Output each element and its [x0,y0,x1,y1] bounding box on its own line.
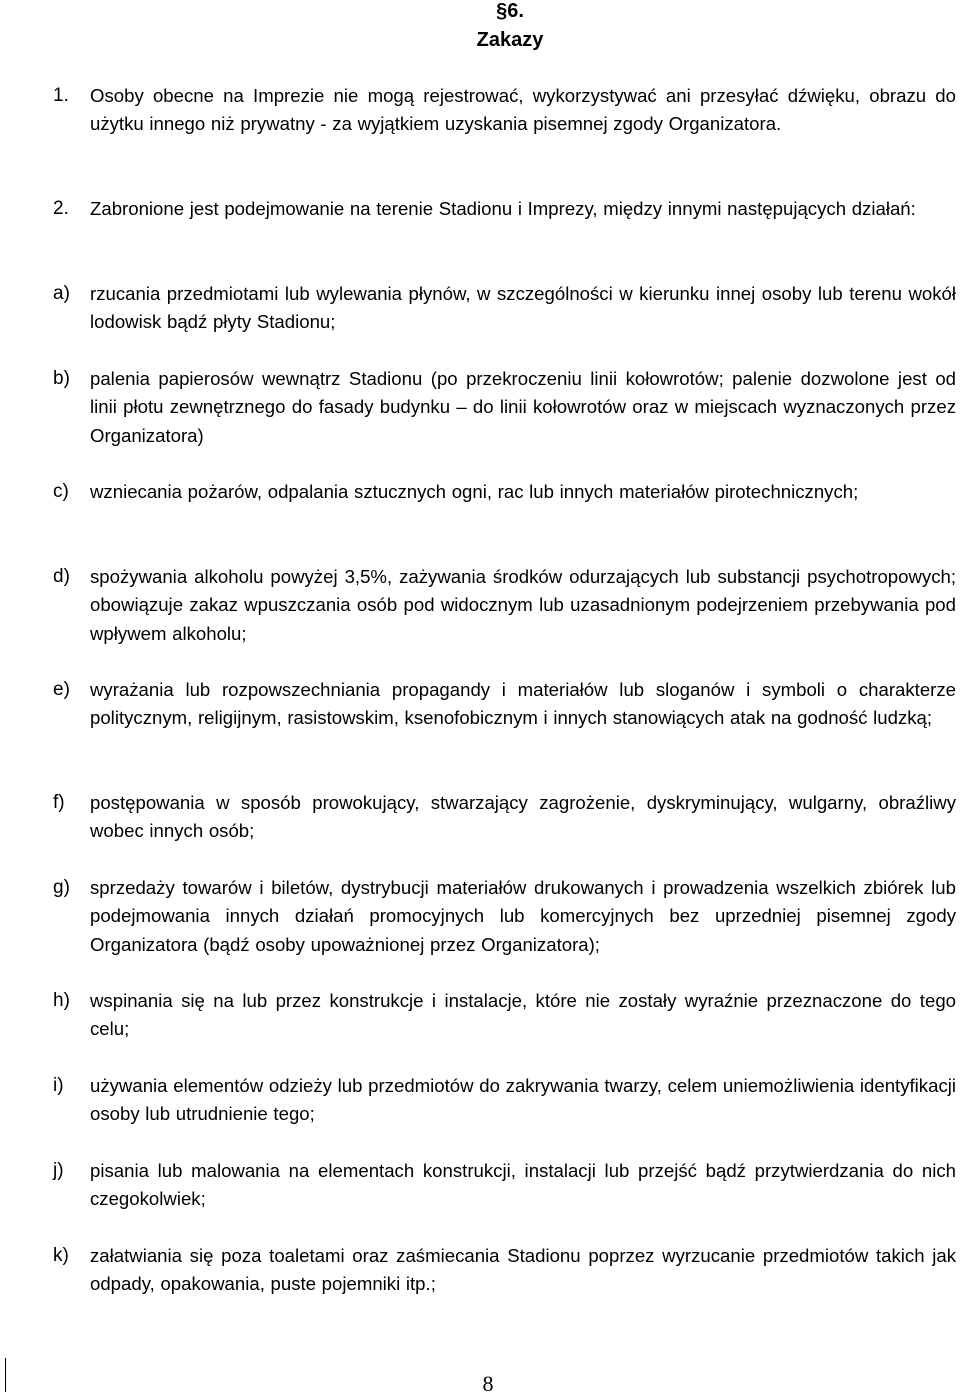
footer-rule [5,1358,6,1392]
list-marker: 1. [53,85,69,106]
section-title: Zakazy [476,29,544,51]
list-item-text: sprzedaży towarów i biletów, dystrybucji materiałów drukowanych i prowadzenia wszelkich zbiórek lub podejmowania innych działań promocyjnych lub komercyjnych bez uprzedniej pisemnej zgody Organizatora (bądź osoby upoważnionej przez Organizatora); [90,877,956,955]
list-marker: g) [53,877,70,898]
list-item-text: spożywania alkoholu powyżej 3,5%, zażywania środków odurzających lub substancji psychotropowych; obowiązuje zakaz wpuszczania osób pod widocznym lub uzasadnionym podejrzeniem przebywania pod wpływem alkoholu; [90,566,956,644]
list-item [53,365,956,450]
list-item [53,676,956,733]
list-marker: k) [53,1245,69,1266]
list-item [53,874,956,959]
list-item [53,1072,956,1129]
list-item [53,82,956,139]
list-item-text: używania elementów odzieży lub przedmiotów do zakrywania twarzy, celem uniemożliwienia identyfikacji osoby lub utrudnienie tego; [90,1075,956,1125]
list-marker: a) [53,283,70,304]
list-item [53,789,956,846]
list-item-text: postępowania w sposób prowokujący, stwarzający zagrożenie, dyskryminujący, wulgarny, obraźliwy wobec innych osób; [90,792,956,842]
list-marker: d) [53,566,70,587]
list-item [53,987,956,1044]
list-item-text: Zabronione jest podejmowanie na terenie Stadionu i Imprezy, między innymi następujących działań: [90,198,916,219]
list-item [53,1242,956,1299]
list-marker: h) [53,990,70,1011]
list-marker: j) [53,1160,64,1181]
list-item-text: wzniecania pożarów, odpalania sztucznych ogni, rac lub innych materiałów pirotechnicznych; [90,481,859,502]
list-item-text: pisania lub malowania na elementach konstrukcji, instalacji lub przejść bądź przytwierdzania do nich czegokolwiek; [90,1160,956,1210]
list-item-text: rzucania przedmiotami lub wylewania płynów, w szczególności w kierunku innej osoby lub terenu wokół lodowisk bądź płyty Stadionu; [90,283,956,333]
list-item-text: palenia papierosów wewnątrz Stadionu (po przekroczeniu linii kołowrotów; palenie dozwolone jest od linii płotu zewnętrznego do fasady budynku – do linii kołowrotów oraz w miejscach wyznaczonych przez Organizatora) [90,368,956,446]
list-item [53,478,956,506]
list-marker: c) [53,481,69,502]
list-marker: b) [53,368,70,389]
list-item-text: wyrażania lub rozpowszechniania propagandy i materiałów lub sloganów i symboli o charakterze politycznym, religijnym, rasistowskim, ksenofobicznym i innych stanowiących atak na godność ludzką; [90,679,956,729]
list-item-text: wspinania się na lub przez konstrukcje i instalacje, które nie zostały wyraźnie przeznaczone do tego celu; [90,990,956,1040]
list-marker: e) [53,679,70,700]
list-item-text: Osoby obecne na Imprezie nie mogą rejestrować, wykorzystywać ani przesyłać dźwięku, obrazu do użytku innego niż prywatny - za wyjątkiem uzyskania pisemnej zgody Organizatora. [90,85,956,135]
section-number: §6. [496,0,524,22]
list-item [53,280,956,337]
list-item [53,195,956,223]
list-item-text: załatwiania się poza toaletami oraz zaśmiecania Stadionu poprzez wyrzucanie przedmiotów takich jak odpady, opakowania, puste pojemniki itp.; [90,1245,956,1295]
list-marker: 2. [53,198,69,219]
list-marker: i) [53,1075,64,1096]
list-marker: f) [53,792,65,813]
list-item [53,1157,956,1214]
page-number: 8 [482,1371,494,1396]
list-item [53,563,956,648]
